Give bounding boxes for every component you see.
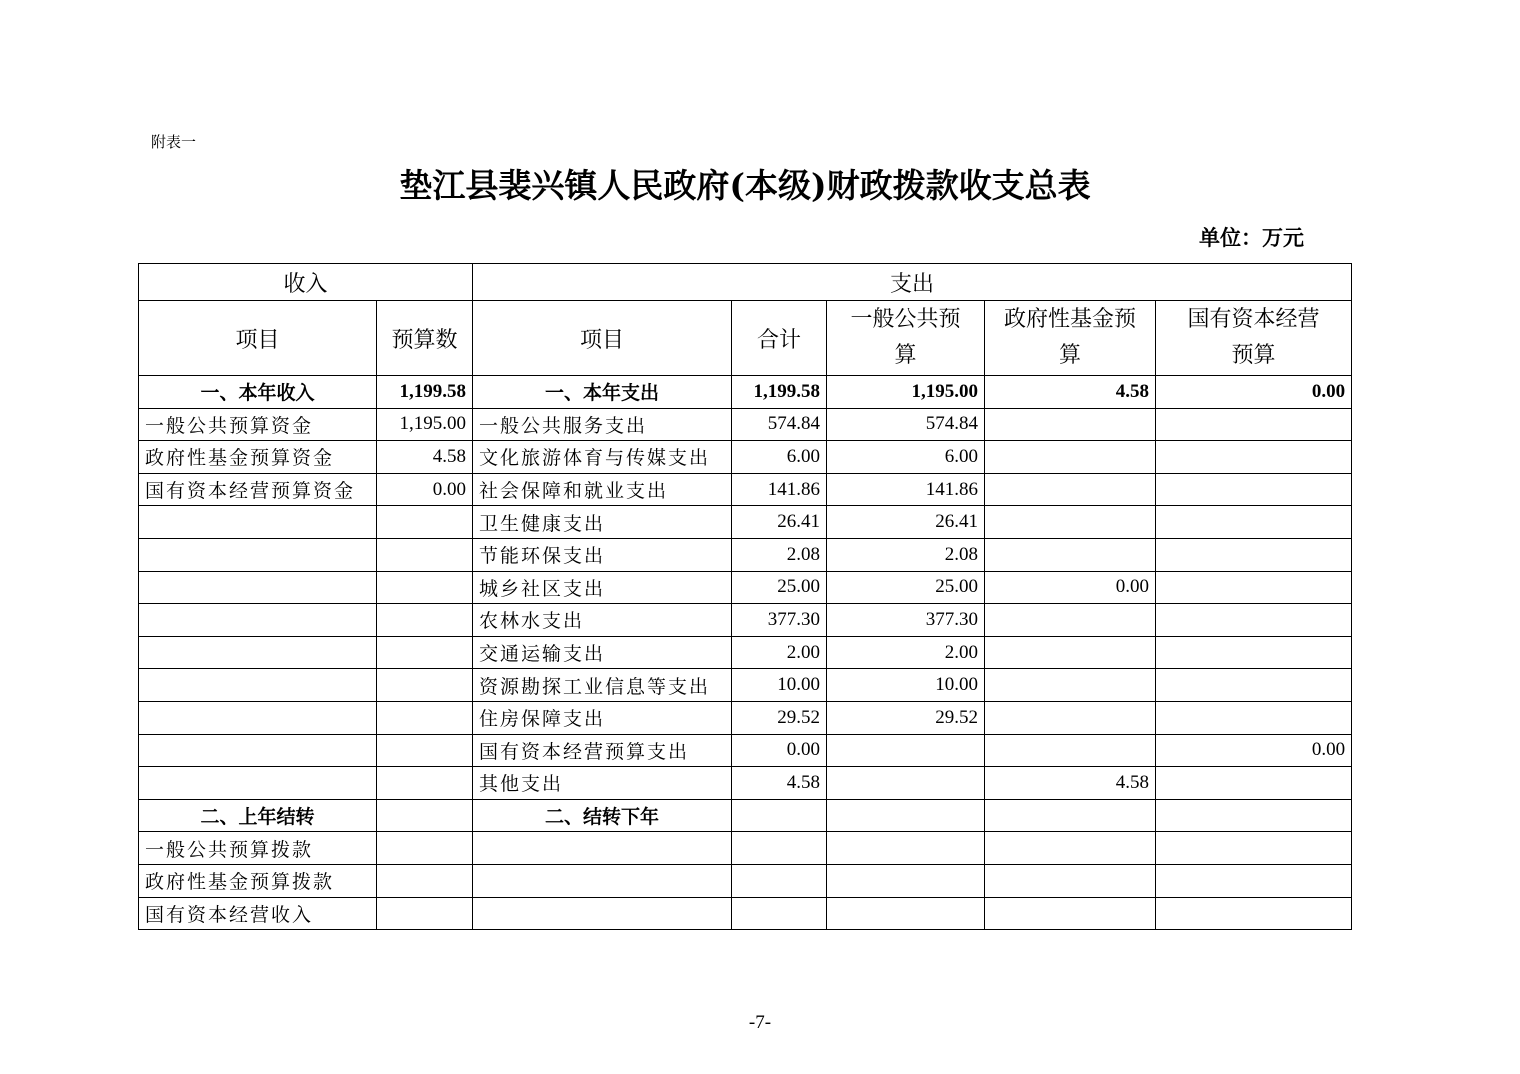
total-cell: 1,199.58 <box>732 376 827 409</box>
income-item-cell <box>139 604 377 637</box>
expense-header: 支出 <box>473 264 1352 301</box>
expense-item-cell: 资源勘探工业信息等支出 <box>473 669 732 702</box>
general-budget-cell: 26.41 <box>827 506 985 539</box>
income-item-cell: 国有资本经营收入 <box>139 897 377 930</box>
income-value-cell <box>377 636 473 669</box>
table-row <box>139 767 1352 800</box>
income-value-cell: 1,199.58 <box>377 376 473 409</box>
table-row <box>139 864 1352 897</box>
income-item-cell: 政府性基金预算资金 <box>139 441 377 474</box>
total-cell: 2.00 <box>732 636 827 669</box>
general-budget-cell: 25.00 <box>827 571 985 604</box>
income-value-cell <box>377 701 473 734</box>
income-value-cell <box>377 669 473 702</box>
expense-item-cell: 二、结转下年 <box>473 799 732 832</box>
expense-item-cell: 交通运输支出 <box>473 636 732 669</box>
fund-budget-cell: 4.58 <box>985 767 1156 800</box>
income-item-cell: 一般公共预算资金 <box>139 408 377 441</box>
general-budget-cell: 6.00 <box>827 441 985 474</box>
fund-budget-header: 政府性基金预 算 <box>985 301 1156 376</box>
income-value-cell: 0.00 <box>377 473 473 506</box>
income-value-cell: 4.58 <box>377 441 473 474</box>
capital-budget-cell <box>1156 897 1352 930</box>
expense-item-cell: 住房保障支出 <box>473 701 732 734</box>
general-budget-cell: 29.52 <box>827 701 985 734</box>
fund-budget-cell <box>985 538 1156 571</box>
page-number: -7- <box>748 1012 772 1033</box>
total-cell <box>732 864 827 897</box>
income-value-cell <box>377 604 473 637</box>
table-row <box>139 832 1352 865</box>
total-cell <box>732 799 827 832</box>
table-row <box>139 506 1352 539</box>
income-item-cell: 政府性基金预算拨款 <box>139 864 377 897</box>
general-budget-cell <box>827 832 985 865</box>
general-budget-cell <box>827 897 985 930</box>
income-item-cell <box>139 506 377 539</box>
fund-budget-cell <box>985 897 1156 930</box>
table-row <box>139 701 1352 734</box>
fund-budget-cell <box>985 669 1156 702</box>
capital-budget-cell <box>1156 441 1352 474</box>
general-budget-cell: 1,195.00 <box>827 376 985 409</box>
table-row <box>139 473 1352 506</box>
capital-budget-cell <box>1156 864 1352 897</box>
expense-item-cell: 节能环保支出 <box>473 538 732 571</box>
general-budget-cell: 2.00 <box>827 636 985 669</box>
capital-budget-cell <box>1156 767 1352 800</box>
capital-budget-cell <box>1156 604 1352 637</box>
expense-item-cell: 一般公共服务支出 <box>473 408 732 441</box>
fund-budget-cell: 4.58 <box>985 376 1156 409</box>
table-row <box>139 669 1352 702</box>
total-cell <box>732 897 827 930</box>
income-value-cell <box>377 897 473 930</box>
general-budget-header: 一般公共预 算 <box>827 301 985 376</box>
fund-budget-cell <box>985 473 1156 506</box>
income-item-cell <box>139 767 377 800</box>
general-budget-cell <box>827 864 985 897</box>
fund-budget-cell: 0.00 <box>985 571 1156 604</box>
expense-item-cell <box>473 864 732 897</box>
expense-item-cell <box>473 897 732 930</box>
income-item-cell: 国有资本经营预算资金 <box>139 473 377 506</box>
income-item-cell <box>139 538 377 571</box>
capital-budget-header: 国有资本经营 预算 <box>1156 301 1352 376</box>
fund-budget-cell <box>985 636 1156 669</box>
income-item-cell <box>139 669 377 702</box>
fund-budget-cell <box>985 799 1156 832</box>
budget-table <box>138 263 1352 930</box>
capital-budget-cell <box>1156 636 1352 669</box>
expense-item-cell: 其他支出 <box>473 767 732 800</box>
unit-label: 单位：万元 <box>1199 225 1304 250</box>
total-cell: 141.86 <box>732 473 827 506</box>
total-header: 合计 <box>732 301 827 376</box>
income-item-cell: 一般公共预算拨款 <box>139 832 377 865</box>
general-budget-cell: 377.30 <box>827 604 985 637</box>
income-value-cell <box>377 571 473 604</box>
page-title: 垫江县裴兴镇人民政府(本级)财政拨款收支总表 <box>399 166 1091 205</box>
fund-budget-cell <box>985 604 1156 637</box>
capital-budget-cell <box>1156 506 1352 539</box>
expense-item-cell: 国有资本经营预算支出 <box>473 734 732 767</box>
expense-item-cell: 城乡社区支出 <box>473 571 732 604</box>
total-cell: 10.00 <box>732 669 827 702</box>
fund-budget-cell <box>985 441 1156 474</box>
table-row <box>139 376 1352 409</box>
capital-budget-cell <box>1156 701 1352 734</box>
fund-budget-cell <box>985 701 1156 734</box>
income-value-cell <box>377 832 473 865</box>
income-header: 收入 <box>139 264 473 301</box>
income-budget-header: 预算数 <box>377 301 473 376</box>
fund-budget-cell <box>985 832 1156 865</box>
general-budget-cell: 10.00 <box>827 669 985 702</box>
income-item-cell: 二、上年结转 <box>139 799 377 832</box>
expense-item-header: 项目 <box>473 301 732 376</box>
capital-budget-cell: 0.00 <box>1156 376 1352 409</box>
expense-item-cell: 文化旅游体育与传媒支出 <box>473 441 732 474</box>
general-budget-cell <box>827 767 985 800</box>
general-budget-cell: 141.86 <box>827 473 985 506</box>
table-row <box>139 734 1352 767</box>
expense-item-cell: 一、本年支出 <box>473 376 732 409</box>
table-row <box>139 441 1352 474</box>
fund-budget-cell <box>985 734 1156 767</box>
income-item-cell <box>139 571 377 604</box>
table-row <box>139 604 1352 637</box>
capital-budget-cell <box>1156 571 1352 604</box>
total-cell: 2.08 <box>732 538 827 571</box>
income-item-cell: 一、本年收入 <box>139 376 377 409</box>
fund-budget-cell <box>985 506 1156 539</box>
income-value-cell <box>377 506 473 539</box>
total-cell: 4.58 <box>732 767 827 800</box>
expense-item-cell: 社会保障和就业支出 <box>473 473 732 506</box>
table-row <box>139 571 1352 604</box>
attachment-label: 附表一 <box>151 133 197 151</box>
general-budget-cell <box>827 799 985 832</box>
fund-budget-cell <box>985 408 1156 441</box>
capital-budget-cell <box>1156 538 1352 571</box>
total-cell: 574.84 <box>732 408 827 441</box>
capital-budget-cell <box>1156 799 1352 832</box>
total-cell <box>732 832 827 865</box>
income-value-cell <box>377 734 473 767</box>
general-budget-cell <box>827 734 985 767</box>
income-value-cell <box>377 799 473 832</box>
capital-budget-cell <box>1156 832 1352 865</box>
total-cell: 26.41 <box>732 506 827 539</box>
expense-item-cell <box>473 832 732 865</box>
income-value-cell <box>377 538 473 571</box>
capital-budget-cell <box>1156 473 1352 506</box>
table-row <box>139 897 1352 930</box>
general-budget-cell: 2.08 <box>827 538 985 571</box>
income-item-cell <box>139 636 377 669</box>
total-cell: 25.00 <box>732 571 827 604</box>
table-row <box>139 408 1352 441</box>
capital-budget-cell: 0.00 <box>1156 734 1352 767</box>
table-row <box>139 799 1352 832</box>
income-value-cell: 1,195.00 <box>377 408 473 441</box>
expense-item-cell: 农林水支出 <box>473 604 732 637</box>
income-item-header: 项目 <box>139 301 377 376</box>
table-row <box>139 538 1352 571</box>
table-row <box>139 636 1352 669</box>
total-cell: 29.52 <box>732 701 827 734</box>
total-cell: 6.00 <box>732 441 827 474</box>
income-item-cell <box>139 701 377 734</box>
capital-budget-cell <box>1156 408 1352 441</box>
income-value-cell <box>377 864 473 897</box>
income-value-cell <box>377 767 473 800</box>
general-budget-cell: 574.84 <box>827 408 985 441</box>
income-item-cell <box>139 734 377 767</box>
expense-item-cell: 卫生健康支出 <box>473 506 732 539</box>
total-cell: 0.00 <box>732 734 827 767</box>
capital-budget-cell <box>1156 669 1352 702</box>
total-cell: 377.30 <box>732 604 827 637</box>
fund-budget-cell <box>985 864 1156 897</box>
table-body <box>139 376 1352 930</box>
